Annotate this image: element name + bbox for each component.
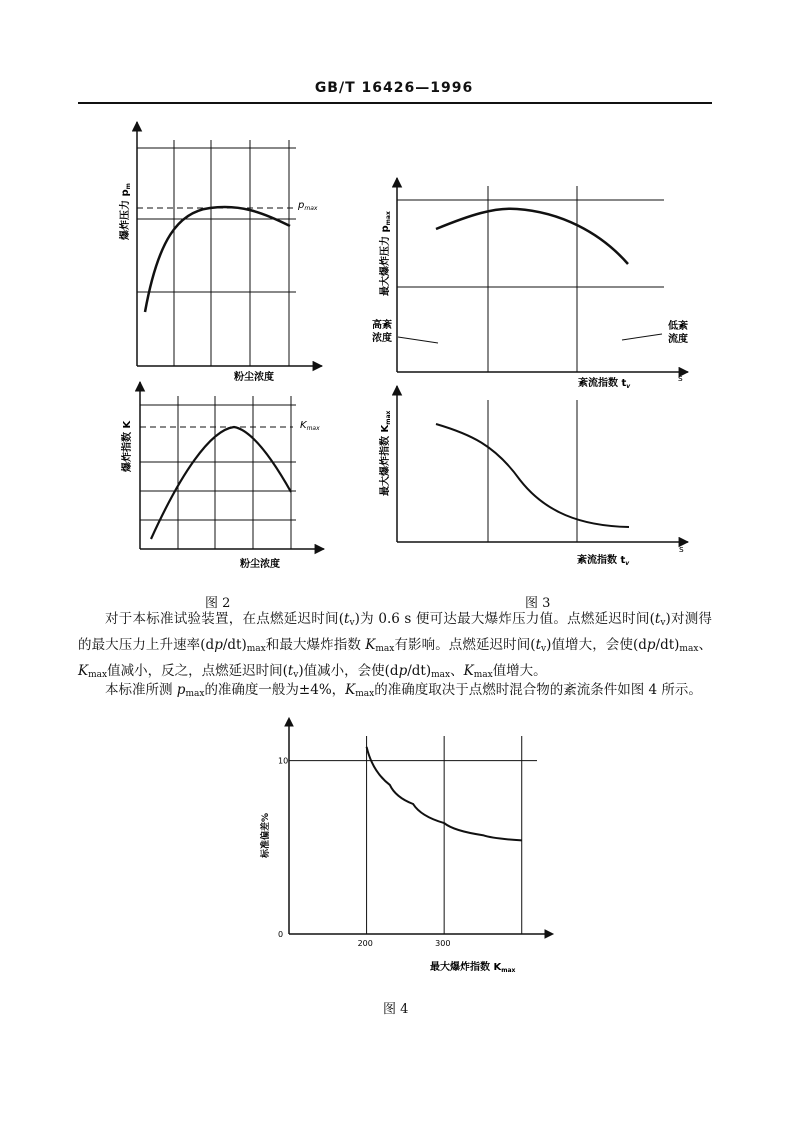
kmax-label: $K_{max}$ (300, 420, 320, 432)
figure3-caption: 图 3 (525, 596, 551, 611)
fig4-y-tick-label: 10 (278, 756, 289, 766)
fig3-top-ylabel: 最大爆炸压力 $p_{max}$ (380, 211, 392, 296)
fig4-x-arrow (545, 930, 553, 938)
standard-code-header: GB/T 16426—1996 (314, 80, 474, 96)
fig3-top-x-unit: s (678, 374, 683, 384)
fig4-x-tick-label: 200 (357, 939, 373, 948)
paragraph-2: 本标准所测 $p_{max}$的准确度一般为±4%，$K_{max}$的准确度取决于点燃时混合物的紊流条件如图 4 所示。 (105, 682, 702, 699)
fig2-bottom-ylabel: 爆炸指数 K (122, 420, 133, 472)
fig3-top-xlabel: 紊流指数 $t_v$ (578, 378, 631, 390)
fig4-xlabel: 最大爆炸指数 $K_{max}$ (430, 962, 516, 974)
left-annotation-line1: 高紊 (372, 320, 392, 331)
right-annotation-line2: 流度 (668, 334, 688, 345)
fig2-bottom-xlabel: 粉尘浓度 (240, 559, 280, 570)
pmax-label: $p_{max}$ (298, 200, 318, 212)
fig4-y-tick-label: 0 (278, 930, 284, 939)
fig3-bottom-x-unit: s (679, 545, 684, 555)
paragraph-1: 对于本标准试验装置，在点燃延迟时间$(t_v)$为 0.6 s 便可达最大爆炸压力值。点燃延迟时间$(t_v)$对测得的最大压力上升速率$(dp/dt)_{max}$和最大爆炸指数 $K_{max}$有影响。点燃延迟时间$(t_v)$值增大，会使$(dp/dt)_{max}$、$K_{max}$值减小，反之，点燃延迟时间$(t_v)$值减小，会使$(dp/dt)_{max}$、$K_{max}$值增大。 (78, 611, 712, 680)
fig2-top-ylabel: 爆炸压力 $p_m$ (120, 183, 132, 240)
left-annotation-line2: 浓度 (372, 333, 392, 344)
fig3-bottom-ylabel: 最大爆炸指数 $K_{max}$ (380, 410, 392, 496)
fig4-ylabel: 标准偏差% (261, 812, 271, 858)
fig2-top-xlabel: 粉尘浓度 (234, 372, 274, 383)
fig3-bottom-xlabel: 紊流指数 $t_v$ (577, 555, 630, 567)
right-annotation-line1: 低紊 (668, 321, 688, 332)
fig4-y-arrow (285, 718, 293, 726)
figure4-caption: 图 4 (383, 1002, 409, 1017)
figure2-caption: 图 2 (205, 596, 231, 611)
fig4-x-tick-label: 300 (435, 939, 451, 948)
